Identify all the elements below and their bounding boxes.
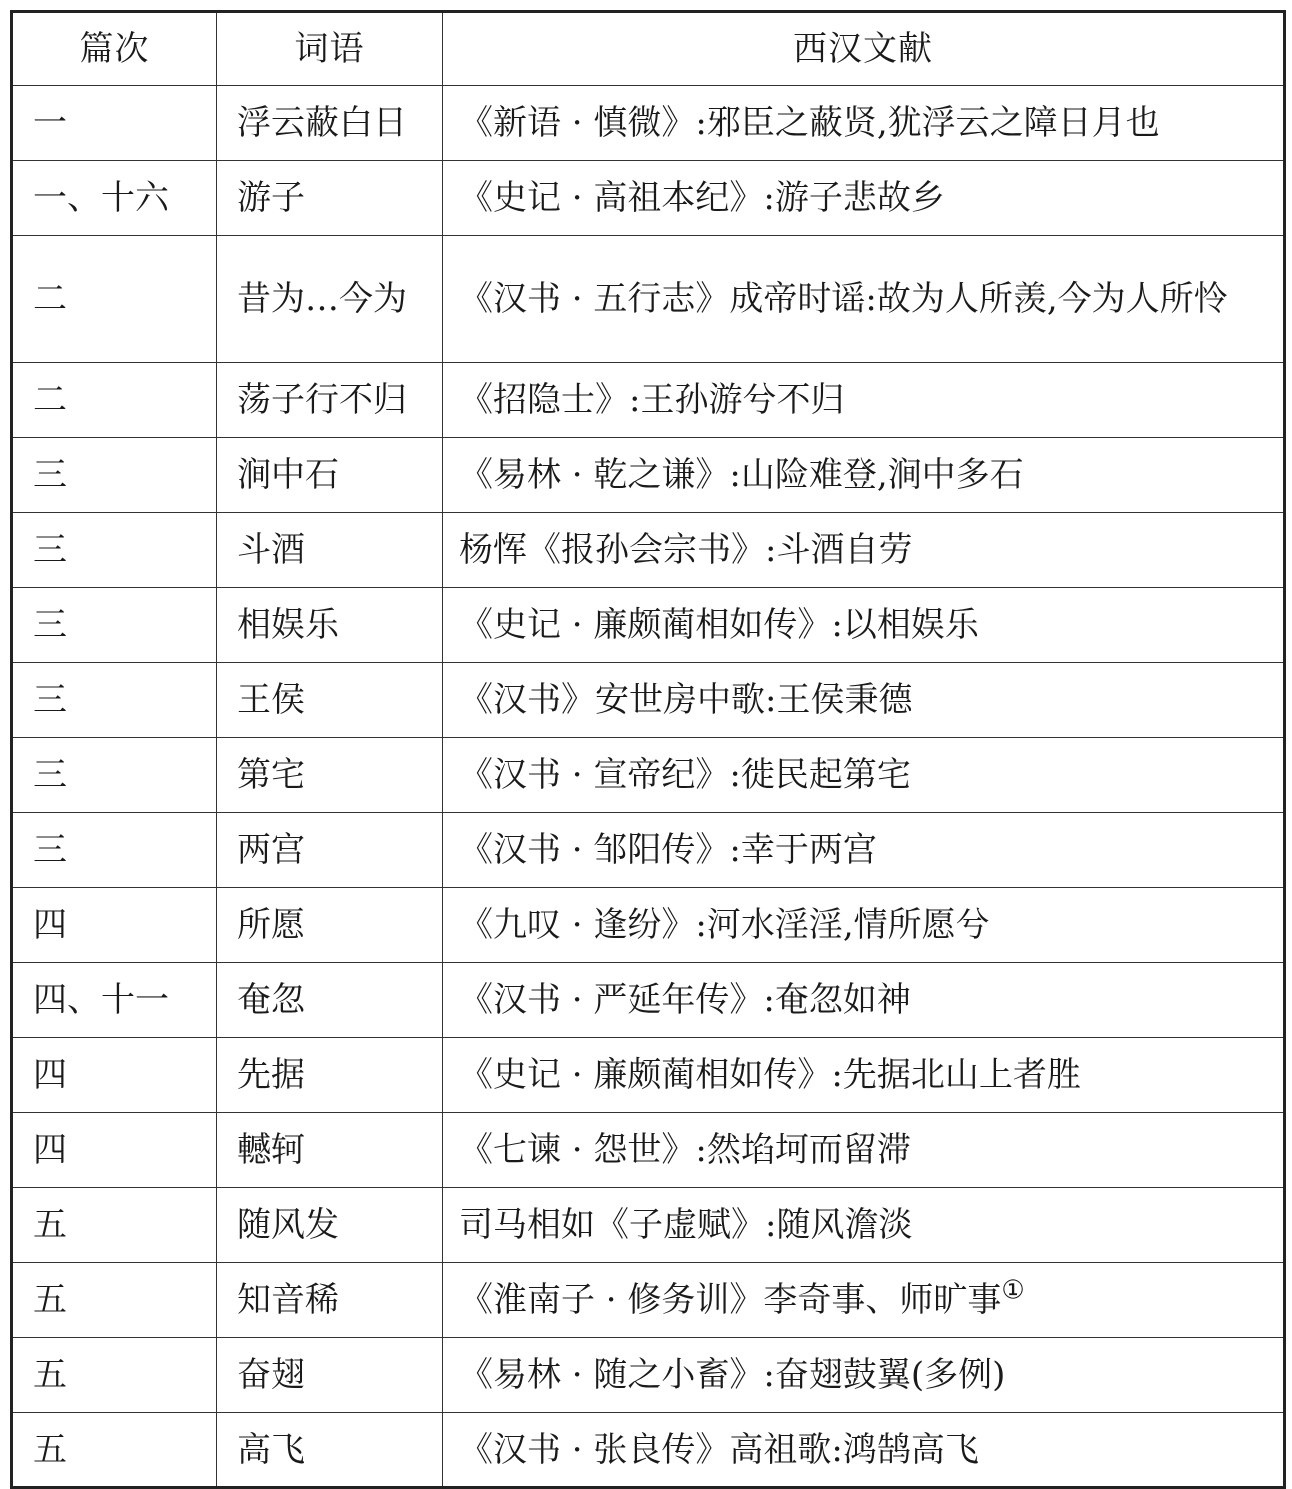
term-cell: 高飞	[217, 1413, 443, 1488]
source-cell	[443, 888, 1285, 963]
chapter-cell: 三	[12, 438, 217, 513]
source-text: 《招隐士》:王孙游兮不归	[459, 380, 845, 420]
term-cell: 昔为…今为	[217, 236, 443, 363]
chapter-cell: 二	[12, 236, 217, 363]
header-source: 西汉文献	[443, 12, 1285, 86]
table-row	[12, 1188, 1285, 1263]
source-text: 《史记 · 廉颇蔺相如传》:先据北山上者胜	[459, 1055, 1081, 1095]
source-cell	[443, 438, 1285, 513]
chapter-cell: 二	[12, 363, 217, 438]
source-cell	[443, 1413, 1285, 1488]
source-cell	[443, 1038, 1285, 1113]
term-cell: 浮云蔽白日	[217, 86, 443, 161]
table-row	[12, 738, 1285, 813]
source-cell	[443, 86, 1285, 161]
source-cell	[443, 1263, 1285, 1338]
chapter-cell: 五	[12, 1188, 217, 1263]
table-row	[12, 813, 1285, 888]
header-chapter: 篇次	[12, 12, 217, 86]
source-text: 杨恽《报孙会宗书》:斗酒自劳	[459, 530, 913, 570]
table-row	[12, 86, 1285, 161]
source-cell	[443, 1188, 1285, 1263]
term-cell: 荡子行不归	[217, 363, 443, 438]
source-text: 《易林 · 乾之谦》:山险难登,涧中多石	[459, 455, 1024, 495]
table-row	[12, 588, 1285, 663]
term-cell: 奋翅	[217, 1338, 443, 1413]
source-cell	[443, 963, 1285, 1038]
term-cell: 游子	[217, 161, 443, 236]
source-text: 《史记 · 廉颇蔺相如传》:以相娱乐	[459, 605, 979, 645]
term-cell: 知音稀	[217, 1263, 443, 1338]
source-text: 《新语 · 慎微》:邪臣之蔽贤,犹浮云之障日月也	[459, 103, 1160, 143]
table-row	[12, 363, 1285, 438]
chapter-cell: 一	[12, 86, 217, 161]
term-cell: 涧中石	[217, 438, 443, 513]
term-cell: 斗酒	[217, 513, 443, 588]
source-text: 《九叹 · 逢纷》:河水淫淫,情所愿兮	[459, 905, 990, 945]
chapter-cell: 四	[12, 888, 217, 963]
chapter-cell: 四、十一	[12, 963, 217, 1038]
source-text: 《史记 · 高祖本纪》:游子悲故乡	[459, 178, 945, 218]
table-row	[12, 161, 1285, 236]
term-cell: 王侯	[217, 663, 443, 738]
source-text: 《汉书 · 严延年传》:奄忽如神	[459, 980, 911, 1020]
chapter-cell: 一、十六	[12, 161, 217, 236]
source-cell	[443, 363, 1285, 438]
table-row	[12, 663, 1285, 738]
source-cell	[443, 813, 1285, 888]
footnote-marker: ①	[1001, 1275, 1025, 1306]
table-row	[12, 1413, 1285, 1488]
table-row	[12, 1038, 1285, 1113]
chapter-cell: 五	[12, 1413, 217, 1488]
table-row	[12, 888, 1285, 963]
source-cell	[443, 236, 1285, 363]
source-cell	[443, 588, 1285, 663]
source-text: 《七谏 · 怨世》:然埳坷而留滞	[459, 1130, 911, 1170]
table-header-row	[12, 12, 1285, 86]
source-text: 司马相如《子虚赋》:随风澹淡	[459, 1205, 913, 1245]
source-cell	[443, 1113, 1285, 1188]
source-text: 《易林 · 随之小畜》:奋翅鼓翼(多例)	[459, 1355, 1006, 1395]
chapter-cell: 三	[12, 813, 217, 888]
source-cell	[443, 161, 1285, 236]
table-row	[12, 1263, 1285, 1338]
term-cell: 先据	[217, 1038, 443, 1113]
header-term: 词语	[217, 12, 443, 86]
chapter-cell: 四	[12, 1038, 217, 1113]
term-cell: 奄忽	[217, 963, 443, 1038]
word-source-table	[10, 10, 1286, 1489]
table-body	[12, 86, 1285, 1488]
chapter-cell: 三	[12, 738, 217, 813]
source-cell	[443, 663, 1285, 738]
term-cell: 两宫	[217, 813, 443, 888]
source-text: 《汉书 · 宣帝纪》:徙民起第宅	[459, 755, 911, 795]
chapter-cell: 三	[12, 663, 217, 738]
source-cell	[443, 513, 1285, 588]
term-cell: 第宅	[217, 738, 443, 813]
table-row	[12, 438, 1285, 513]
table-row	[12, 513, 1285, 588]
term-cell: 随风发	[217, 1188, 443, 1263]
table-row	[12, 1113, 1285, 1188]
chapter-cell: 四	[12, 1113, 217, 1188]
term-cell: 相娱乐	[217, 588, 443, 663]
term-cell: 轗轲	[217, 1113, 443, 1188]
chapter-cell: 五	[12, 1263, 217, 1338]
source-cell	[443, 738, 1285, 813]
source-text: 《汉书 · 张良传》高祖歌:鸿鹄高飞	[459, 1429, 979, 1470]
source-cell	[443, 1338, 1285, 1413]
term-cell: 所愿	[217, 888, 443, 963]
chapter-cell: 三	[12, 513, 217, 588]
source-text: 《汉书 · 五行志》成帝时谣:故为人所羡,今为人所怜	[459, 279, 1228, 319]
table-row	[12, 963, 1285, 1038]
source-text: 《淮南子 · 修务训》李奇事、师旷事	[459, 1280, 1002, 1320]
chapter-cell: 五	[12, 1338, 217, 1413]
table-row	[12, 236, 1285, 363]
chapter-cell: 三	[12, 588, 217, 663]
source-text: 《汉书》安世房中歌:王侯秉德	[459, 680, 913, 720]
table-row	[12, 1338, 1285, 1413]
source-text: 《汉书 · 邹阳传》:幸于两宫	[459, 830, 877, 870]
